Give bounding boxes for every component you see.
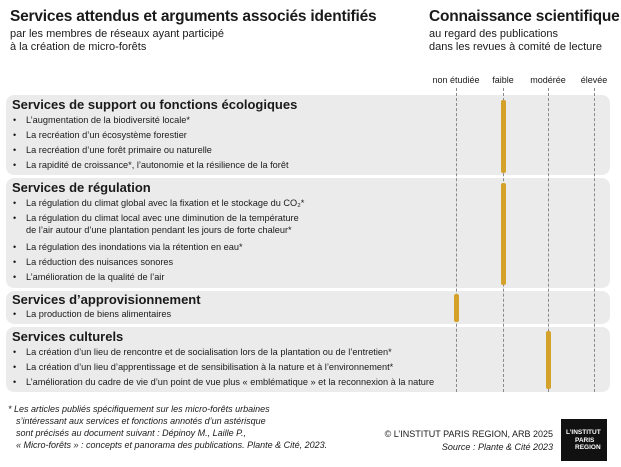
list-item: L’augmentation de la biodiversité locale* bbox=[26, 115, 190, 125]
bullet-icon: • bbox=[13, 130, 17, 140]
level-bar-support bbox=[501, 100, 506, 173]
logo-line3: REGION bbox=[575, 444, 601, 451]
level-bar-regulation bbox=[501, 183, 506, 285]
list-item: La création d’un lieu de rencontre et de socialisation lors de la plantation ou de l’entretien* bbox=[26, 347, 392, 357]
section-title-culturels: Services culturels bbox=[12, 329, 124, 344]
level-label-moderee: modérée bbox=[530, 75, 566, 85]
bullet-icon: • bbox=[13, 309, 17, 319]
left-title: Services attendus et arguments associés identifiés bbox=[10, 8, 377, 25]
bullet-icon: • bbox=[13, 272, 17, 282]
bullet-icon: • bbox=[13, 160, 17, 170]
bullet-icon: • bbox=[13, 242, 17, 252]
bullet-icon: • bbox=[13, 213, 17, 223]
section-title-support: Services de support ou fonctions écologiques bbox=[12, 97, 298, 112]
bullet-icon: • bbox=[13, 145, 17, 155]
list-item: La régulation du climat local avec une diminution de la température bbox=[26, 213, 299, 223]
bullet-icon: • bbox=[13, 377, 17, 387]
logo-line2: PARIS bbox=[575, 437, 595, 444]
list-item: La recréation d’une forêt primaire ou naturelle bbox=[26, 145, 212, 155]
list-item-continuation: de l’air autour d’une plantation pendant les jours de forte chaleur* bbox=[26, 225, 292, 235]
left-subtitle-line1: par les membres de réseaux ayant participé bbox=[10, 28, 224, 40]
bullet-icon: • bbox=[13, 347, 17, 357]
level-label-elevee: élevée bbox=[580, 75, 608, 85]
institut-paris-region-logo bbox=[561, 419, 607, 461]
list-item: L’amélioration de la qualité de l’air bbox=[26, 272, 165, 282]
left-subtitle-line2: à la création de micro-forêts bbox=[10, 41, 147, 53]
list-item: La création d’un lieu d’apprentissage et de sensibilisation à la nature et à l’environnement* bbox=[26, 362, 394, 372]
logo-line1: L’INSTITUT bbox=[566, 429, 601, 436]
bullet-icon: • bbox=[13, 362, 17, 372]
list-item: La recréation d’un écosystème forestier bbox=[26, 130, 187, 140]
list-item: La réduction des nuisances sonores bbox=[26, 257, 174, 267]
footnote-line4: « Micro-forêts » : concepts et panorama des publications. Plante & Cité, 2023. bbox=[16, 440, 328, 450]
level-bar-culturels bbox=[546, 331, 551, 389]
guide-line-non-etudiee bbox=[456, 88, 457, 392]
level-label-non-etudiee: non étudiée bbox=[432, 75, 480, 85]
bullet-icon: • bbox=[13, 198, 17, 208]
list-item: La production de biens alimentaires bbox=[26, 309, 172, 319]
footnote-line1: * Les articles publiés spécifiquement sur les micro-forêts urbaines bbox=[8, 404, 270, 414]
section-title-approvisionnement: Services d’approvisionnement bbox=[12, 292, 201, 307]
section-title-regulation: Services de régulation bbox=[12, 180, 151, 195]
bullet-icon: • bbox=[13, 257, 17, 267]
footnote-line2: s’intéressant aux services et fonctions annotés d’un astérisque bbox=[16, 416, 266, 426]
copyright-credit: © L’INSTITUT PARIS REGION, ARB 2025 bbox=[384, 429, 553, 439]
bullet-icon: • bbox=[13, 115, 17, 125]
right-subtitle-line1: au regard des publications bbox=[429, 28, 559, 40]
footnote-line3: sont précisés au document suivant : Dépinoy M., Laille P., bbox=[16, 428, 246, 438]
right-title: Connaissance scientifique bbox=[429, 8, 620, 25]
guide-line-elevee bbox=[594, 88, 595, 392]
list-item: La régulation du climat global avec la fixation et le stockage du CO₂* bbox=[26, 198, 305, 208]
list-item: La rapidité de croissance*, l’autonomie et la résilience de la forêt bbox=[26, 160, 289, 170]
level-label-faible: faible bbox=[492, 75, 514, 85]
list-item: L’amélioration du cadre de vie d’un point de vue plus « emblématique » et la reconnexion à la nature bbox=[26, 377, 435, 387]
source-credit: Source : Plante & Cité 2023 bbox=[441, 442, 553, 452]
list-item: La régulation des inondations via la rétention en eau* bbox=[26, 242, 243, 252]
level-bar-approvisionnement bbox=[454, 294, 459, 322]
right-subtitle-line2: dans les revues à comité de lecture bbox=[429, 41, 603, 53]
